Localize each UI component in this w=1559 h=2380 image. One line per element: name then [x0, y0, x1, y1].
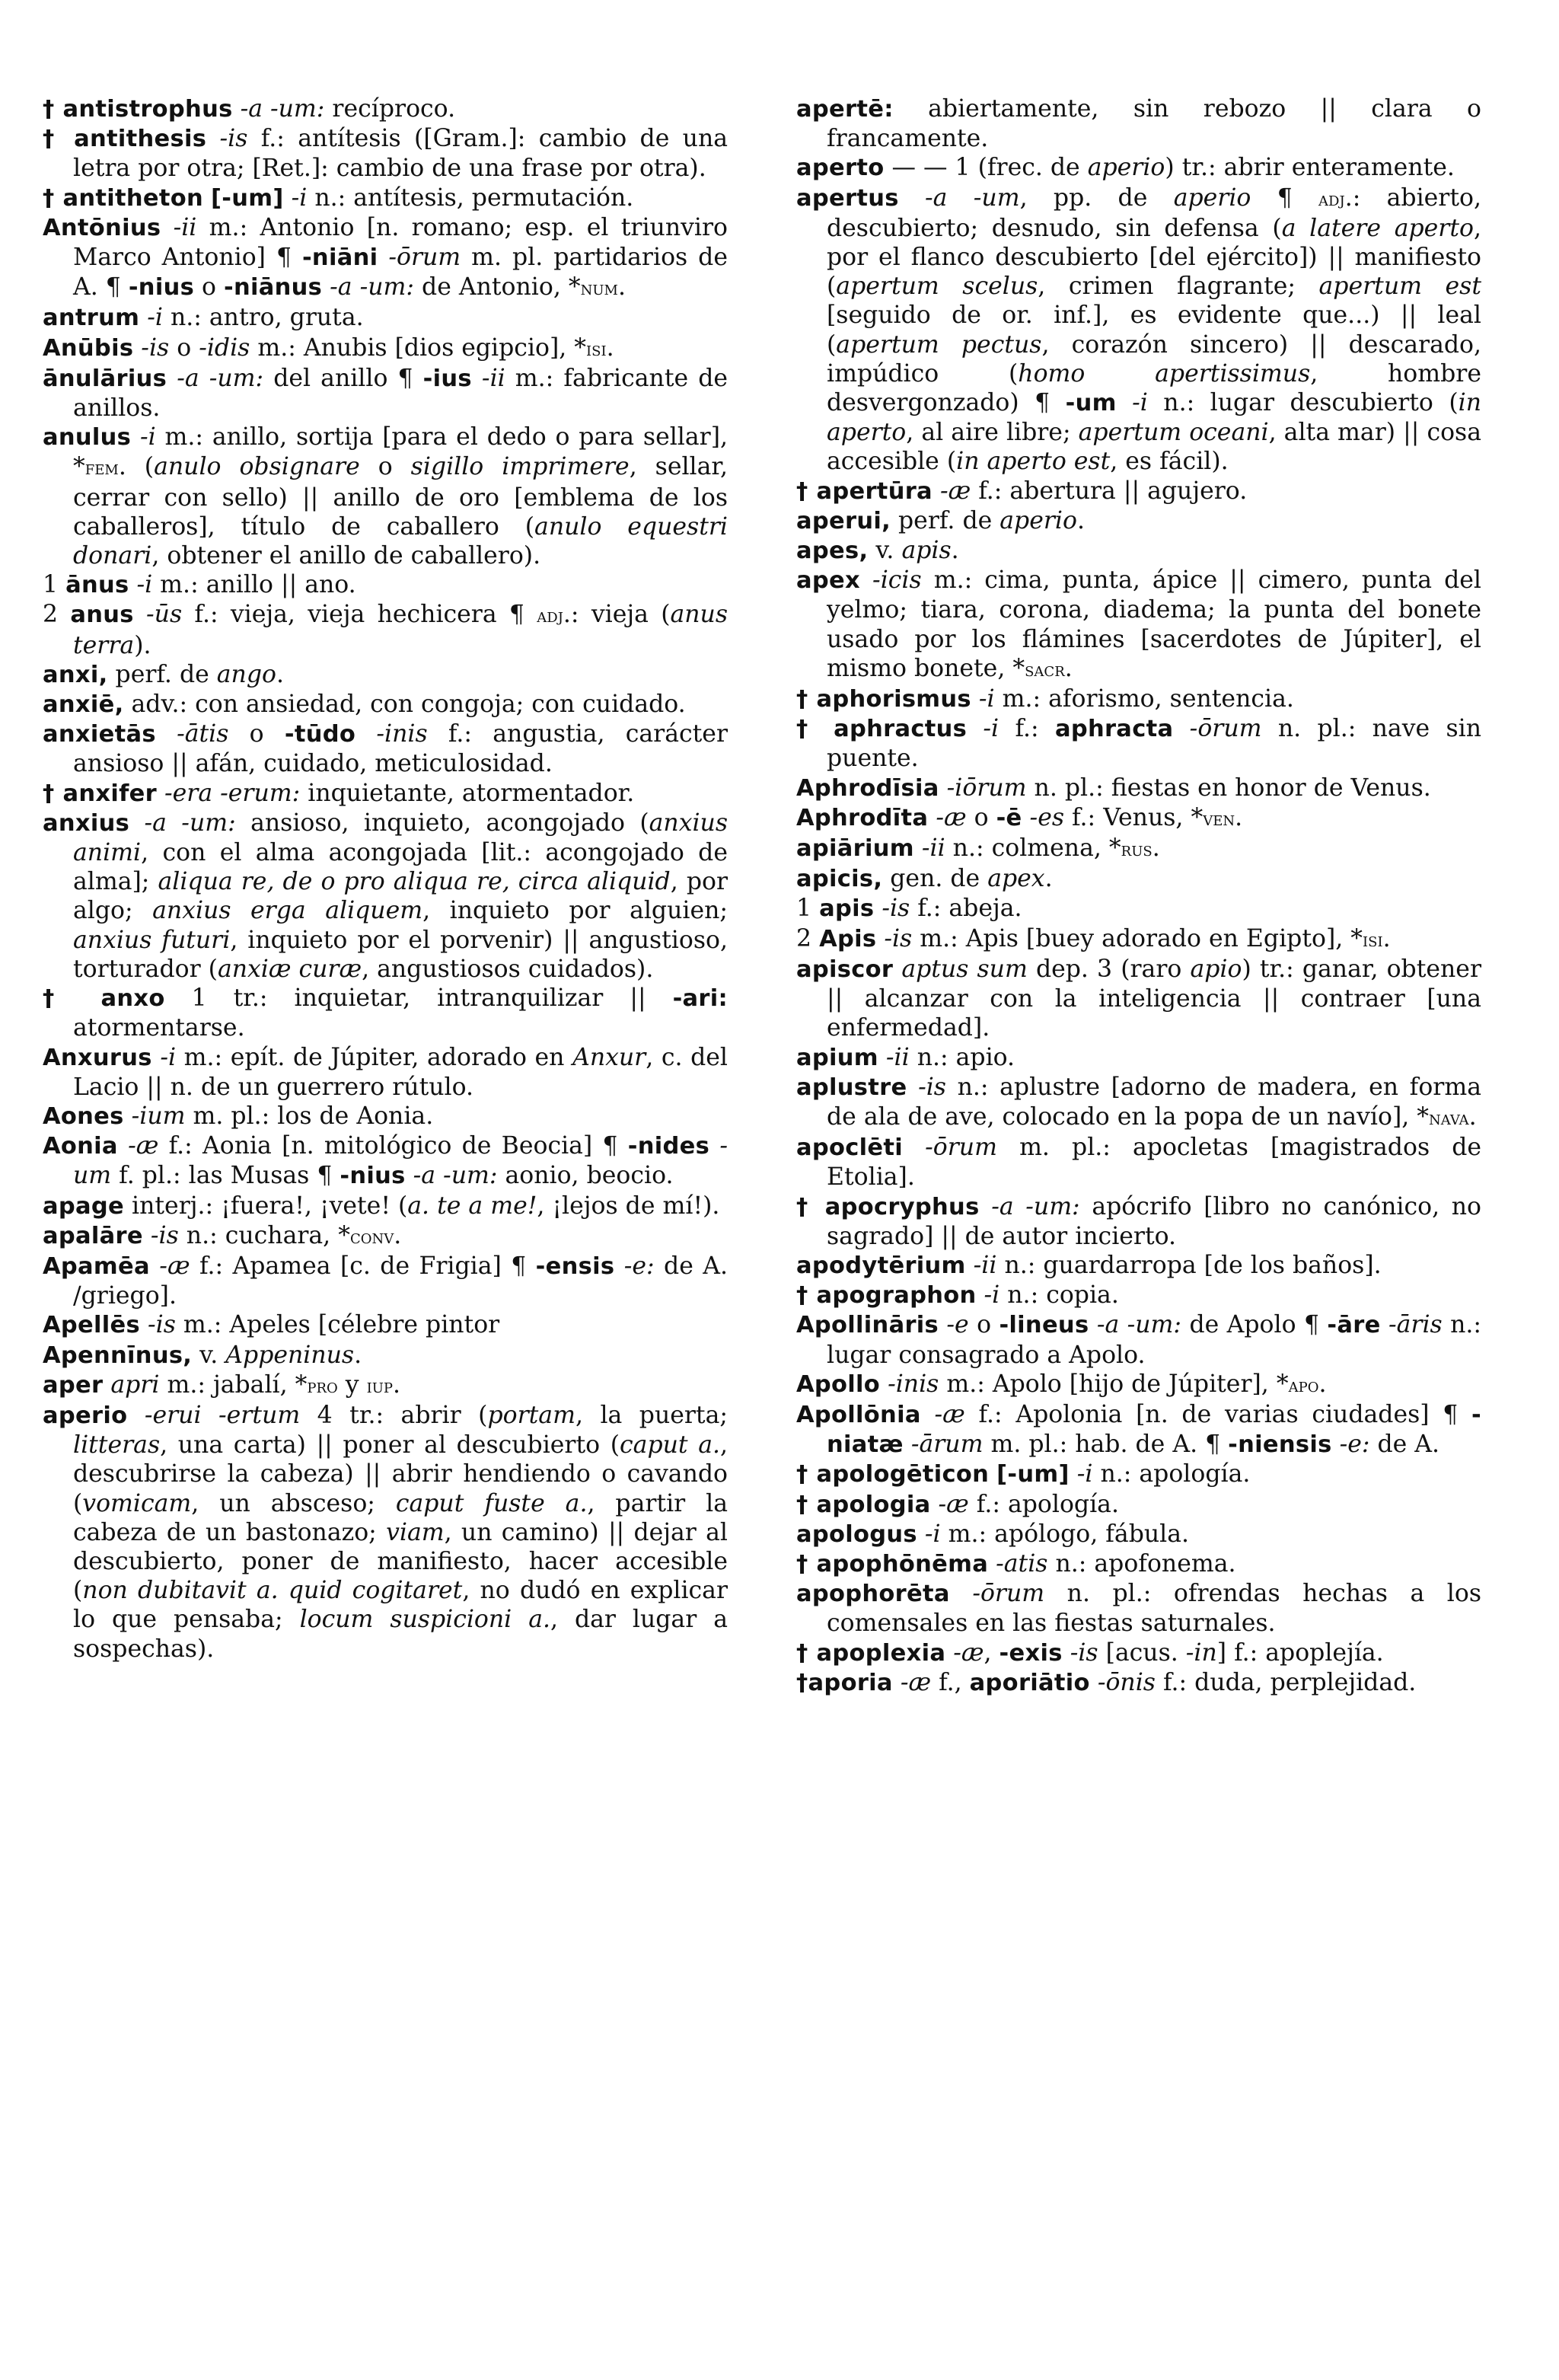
right-column-entry: † apophōnēma -atis n.: apofonema.: [796, 1549, 1236, 1578]
right-column-entry: aplustre -is n.: aplustre [adorno de madera, en forma de ala de ave, colocado en la popa de un navío], *nava.: [796, 1073, 1482, 1131]
left-column-entry: Aones -ium m. pl.: los de Aonia.: [43, 1102, 434, 1130]
left-column-entry: aper apri m.: jabalí, *pro y iup.: [43, 1370, 401, 1399]
left-column-entry: antrum -i n.: antro, gruta.: [43, 304, 364, 332]
left-column-entry: Aonia -æ f.: Aonia [n. mitológico de Beocia] ¶ -nides -um f. pl.: las Musas ¶ -nius -a -um: aonio, beocio.: [43, 1132, 728, 1190]
dictionary-page: [43, 94, 1481, 2302]
right-column-entry: apiscor aptus sum dep. 3 (raro apio) tr.: ganar, obtener || alcanzar con la inteligencia || contraer [una enfermedad].: [796, 955, 1482, 1042]
left-column-entry: aperio -erui -ertum 4 tr.: abrir (portam, la puerta; litteras, una carta) || poner al descubierto (caput a., descubrirse la cabeza) || abrir hendiendo o cavando (vomicam, un absceso; caput fuste a., partir la cabeza de un bastonazo; viam, un camino) || dejar al descubierto, poner de manifiesto, hacer accesible (non dubitavit a. quid cogitaret, no dudó en explicar lo que pensaba; locum suspicioni a., dar lugar a sospechas).: [43, 1401, 728, 1663]
right-column-entry: †aporia -æ f., aporiātio -ōnis f.: duda, perplejidad.: [796, 1668, 1417, 1696]
right-column-entry: apertus -a -um, pp. de aperio ¶ adj.: abierto, descubierto; desnudo, sin defensa (a latere aperto, por el flanco descubierto [del ejército]) || manifiesto (apertum scelus, crimen flagrante; apertum est [seguido de or. inf.], es evidente que...) || leal (apertum pectus, corazón sincero) || descarado, impúdico (homo apertissimus, hombre desvergonzado) ¶ -um -i n.: lugar descubierto (in aperto, al aire libre; apertum oceani, alta mar) || cosa accesible (in aperto est, es fácil).: [796, 183, 1482, 476]
left-column-entry: anxius -a -um: ansioso, inquieto, acongojado (anxius animi, con el alma acongojada [lit.: acongojado de alma]; aliqua re, de o pro aliqua re, circa aliquid, por algo; anxius erga aliquem, inquieto por alguien; anxius futuri, inquieto por el porvenir) || angustioso, torturador (anxiæ curæ, angustiosos cuidados).: [43, 809, 728, 983]
right-column-entry: † apographon -i n.: copia.: [796, 1281, 1119, 1310]
right-column-entry: Apollo -inis m.: Apolo [hijo de Júpiter], *apo.: [796, 1370, 1327, 1398]
right-column-entry: 1 apis -is f.: abeja.: [796, 895, 1022, 923]
left-column-entry: ānulārius -a -um: del anillo ¶ -ius -ii m.: fabricante de anillos.: [43, 364, 728, 423]
right-column-entry: apodytērium -ii n.: guardarropa [de los baños].: [796, 1251, 1382, 1279]
left-column-entry: † antitheton [-um] -i n.: antítesis, permutación.: [43, 183, 634, 212]
left-column-entry: Apellēs -is m.: Apeles [célebre pintor: [43, 1311, 500, 1339]
right-column-entry: apes, v. apis.: [796, 537, 959, 565]
right-column-entry: aperui, perf. de aperio.: [796, 506, 1085, 534]
right-column-entry: 2 Apis -is m.: Apis [buey adorado en Egipto], *isi.: [796, 924, 1391, 952]
right-column-entry: Apollōnia -æ f.: Apolonia [n. de varias ciudades] ¶ -niatæ -ārum m. pl.: hab. de A. ¶ -niensis -e: de A.: [796, 1400, 1482, 1459]
left-column-entry: anxietās -ātis o -tūdo -inis f.: angustia, carácter ansioso || afán, cuidado, meticulosidad.: [43, 720, 728, 778]
right-column-entry: Aphrodīta -æ o -ē -es f.: Venus, *ven.: [796, 803, 1243, 831]
left-column-entry: † anxifer -era -erum: inquietante, atormentador.: [43, 779, 635, 807]
right-column-entry: † apologēticon [-um] -i n.: apología.: [796, 1460, 1251, 1488]
right-column-entry: † aphractus -i f.: aphracta -ōrum n. pl.: nave sin puente.: [796, 715, 1481, 773]
left-column-entry: Antōnius -ii m.: Antonio [n. romano; esp. el triunviro Marco Antonio] ¶ -niāni -ōrum m. pl. partidarios de A. ¶ -nius o -niānus -a -um: de Antonio, *num.: [43, 213, 728, 301]
right-column-entry: † apoplexia -æ, -exis -is [acus. -in] f.: apoplejía.: [796, 1638, 1384, 1667]
left-column-entry: † antithesis -is f.: antítesis ([Gram.]: cambio de una letra por otra; [Ret.]: cambio de una frase por otra).: [43, 125, 728, 183]
right-column-entry: apicis, gen. de apex.: [796, 865, 1053, 893]
left-column-entry: 1 ānus -i m.: anillo || ano.: [43, 571, 356, 599]
left-column-entry: 2 anus -ūs f.: vieja, vieja hechicera ¶ adj.: vieja (anus terra).: [43, 601, 728, 659]
left-column-entry: apalāre -is n.: cuchara, *conv.: [43, 1221, 402, 1249]
right-column-entry: † apologia -æ f.: apología.: [796, 1490, 1119, 1518]
left-column-entry: anxiē, adv.: con ansiedad, con congoja; con cuidado.: [43, 691, 686, 719]
left-column-entry: Anxurus -i m.: epít. de Júpiter, adorado en Anxur, c. del Lacio || n. de un guerrero rútulo.: [43, 1043, 728, 1101]
right-column-entry: apoclēti -ōrum m. pl.: apocletas [magistrados de Etolia].: [796, 1134, 1482, 1192]
right-column-entry: apophorēta -ōrum n. pl.: ofrendas hechas a los comensales en las fiestas saturnales.: [796, 1580, 1482, 1638]
right-column-entry: apertē: abiertamente, sin rebozo || clara o francamente.: [796, 95, 1481, 153]
right-column-entry: apologus -i m.: apólogo, fábula.: [796, 1520, 1190, 1548]
right-column-entry: † aphorismus -i m.: aforismo, sentencia.: [796, 685, 1294, 713]
right-column-entry: Aphrodīsia -iōrum n. pl.: fiestas en honor de Venus.: [796, 774, 1431, 802]
left-column-entry: Apamēa -æ f.: Apamea [c. de Frigia] ¶ -ensis -e: de A. /griego].: [43, 1252, 728, 1310]
left-column-entry: anxi, perf. de ango.: [43, 660, 284, 688]
left-column-entry: † antistrophus -a -um: recíproco.: [43, 95, 456, 123]
right-column-entry: apiārium -ii n.: colmena, *rus.: [796, 834, 1160, 863]
right-column-entry: apium -ii n.: apio.: [796, 1043, 1015, 1071]
left-column-entry: apage interj.: ¡fuera!, ¡vete! (a. te a me!, ¡lejos de mí!).: [43, 1192, 720, 1220]
left-column: [43, 94, 728, 2302]
right-column-entry: aperto — — 1 (frec. de aperio) tr.: abrir enteramente.: [796, 154, 1455, 182]
left-column-entry: Apennīnus, v. Appeninus.: [43, 1341, 362, 1369]
right-column-entry: apex -icis m.: cima, punta, ápice || cimero, punta del yelmo; tiara, corona, diadema; la punta del bonete usado por los flámines [sacerdotes de Júpiter], el mismo bonete, *sacr.: [796, 566, 1481, 682]
left-column-entry: anulus -i m.: anillo, sortija [para el dedo o para sellar], *fem. (anulo obsignare o sigillo imprimere, sellar, cerrar con sello) || anillo de oro [emblema de los caballeros], título de caballero (anulo equestri donari, obtener el anillo de caballero).: [43, 423, 728, 570]
left-column-entry: Anūbis -is o -idis m.: Anubis [dios egipcio], *isi.: [43, 333, 614, 362]
right-column-entry: † apertūra -æ f.: abertura || agujero.: [796, 477, 1248, 505]
right-column: [796, 94, 1481, 2302]
left-column-entry: † anxo 1 tr.: inquietar, intranquilizar || -ari: atormentarse.: [43, 984, 728, 1042]
right-column-entry: † apocryphus -a -um: apócrifo [libro no canónico, no sagrado] || de autor incierto.: [796, 1192, 1481, 1250]
right-column-entry: Apollināris -e o -lineus -a -um: de Apolo ¶ -āre -āris n.: lugar consagrado a Apolo.: [796, 1311, 1482, 1369]
